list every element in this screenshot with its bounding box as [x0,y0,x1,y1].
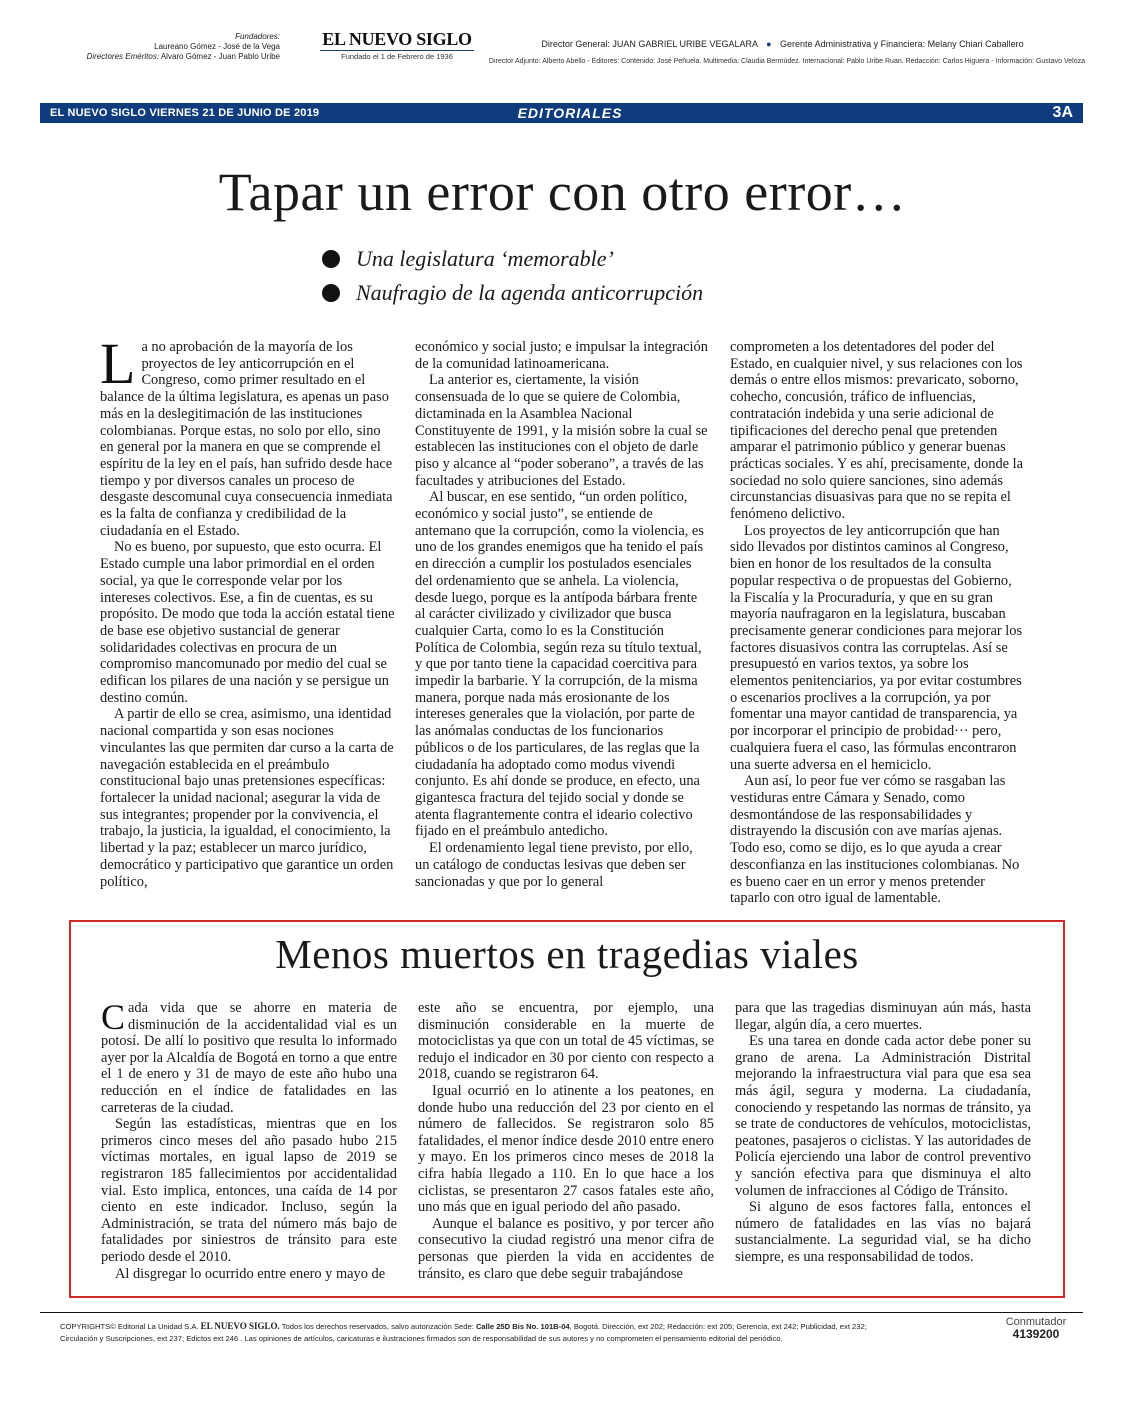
paragraph: Los proyectos de ley anticorrupción que han sido llevados por distintos caminos al Congreso, bien en honor de los resultados de la consulta popular respectiva o de propuestas del Gobierno, la Fiscalía y la Procuraduría, y que en su gran mayoría naufragaron en la legislatura, buscaban precisamente generar condiciones para mejorar los factores disuasivos contra las corruptelas. Así se presupuestó en varios textos, ya sobre los elementos penitenciarios, ya por evitar costumbres o escenarios proclives a la corrupción, ya por fomentar una mayor cantidad de transparencia, ya por incorporar el principio de probidad··· pero, cualquiera fuera el caso, las fórmulas encontraron una suerte adversa en el hemiciclo. [730,522,1023,773]
paragraph: Al disgregar lo ocurrido entre enero y mayo de [115,1265,386,1282]
logo-block [312,28,482,62]
footer-rule [40,1312,1083,1313]
paragraph: económico y social justo; e impulsar la integración de la comunidad latinoamericana. [415,339,708,372]
paragraph-text: ada vida que se ahorre en materia de disminución de la accidentalidad vial es un potosí. De allí lo positivo que resulta lo informado ayer por la Alcaldía de Bogotá en torno a que entre el 1 de enero y 31 de mayo de este año hubo una reducción en el índice de fatalidades en las carreteras de la ciudad. [101,1000,397,1116]
founded-date: Fundado el 1 de Febrero de 1936 [341,52,453,61]
section-name: EDITORIALES [517,105,623,121]
paragraph: para que las tragedias disminuyan aún más, hasta llegar, algún día, a cero muertes. [735,1000,1031,1033]
date-line: EL NUEVO SIGLO VIERNES 21 DE JUNIO DE 2019 [50,107,320,119]
paragraph: A partir de ello se crea, asimismo, una identidad nacional compartida y son esas nociones vinculantes las que permiten dar curso a la carta de navegación establecida en el preámbulo constitucional bajo unas pretensiones específicas: fortalecer la unidad nacional; asegurar la vida de sus integrantes; propender por la convivencia, el trabajo, la justicia, la igualdad, el conocimiento, la libertad y la paz; establecer un marco jurídico, democrático y participativo que garantice un orden político, [100,706,394,890]
editorial2-column-1 [101,997,397,1290]
paragraph: La anterior es, ciertamente, la visión consensuada de lo que se quiere de Colombia, dictaminada en la Asamblea Nacional Constituyente de 1991, y la misión sobre la cual se establecen las instituciones con el objeto de darle piso y alcance al “poder soberano”, a través de las facultades y atribuciones del Estado. [415,372,708,489]
paragraph [101,997,397,1116]
paragraph: El ordenamiento legal tiene previsto, por ello, un catálogo de conductas lesivas que deben ser sancionadas y que por lo general [415,840,693,890]
paragraph: Según las estadísticas, mientras que en los primeros cinco meses del año pasado hubo 215 víctimas mortales, en igual lapso de 2019 se registraron 185 fallecimientos por accidentalidad vial. Esto implica, entonces, una caída de 14 por ciento en este indicador. Incluso, según la Administración, se trata del número más bajo de fatalidades por siniestros de tránsito para este periodo desde el 2010. [101,1116,397,1265]
drop-cap: C [101,997,126,1037]
editorial1-headline: Tapar un error con otro error… [218,162,907,222]
paragraph: este año se encuentra, por ejemplo, una disminución considerable en la muerte de motociclistas ya que con un total de 45 víctimas, se redujo el indicador en 30 por ciento con respecto a 2018, cuando se registraron 64. [418,1000,714,1083]
footer-logo: EL NUEVO SIGLO. [200,1321,280,1331]
editorial1-column-3 [730,339,1025,907]
paragraph: Aunque el balance es positivo, y por tercer año consecutivo la ciudad registró una menor cifra de personas que pierden la vida en accidentes de tránsito, es claro que debe seguir trabajándose [418,1215,714,1282]
conmutador-label: Conmutador [1005,1316,1067,1328]
rights: Todos los derechos reservados, salvo autorización Sede: [281,1322,474,1331]
bullet-dot-icon [322,284,340,302]
paragraph: comprometen a los detentadores del poder del Estado, en cualquier nivel, y sus relaciones con los demás o entre ellos mismos: prevaricato, soborno, cohecho, concusión, tráfico de influencias, contratación indebida y una serie adicional de tipificaciones del derecho penal que pretenden amparar el patrimonio público y generar buenas prácticas sociales. Y es ahí, precisamente, donde la sociedad no solo quiere sanciones, sino además circunstancias disuasivas para que no se repita el fenómeno delictivo. [730,339,1024,523]
paragraph: Al buscar, en ese sentido, “un orden político, económico y social justo”, se entiende de antemano que la corrupción, como la violencia, es uno de los grandes enemigos que ha tenido el país en dirección a cumplir los postulados esenciales del ordenamiento que se anhela. La violencia, desde luego, porque es la antípoda bárbara frente al carácter civilizado y civilizador que busca cualquier Carta, como lo es la Constitución Política de Colombia, según reza su título textual, y que por tanto tiene la capacidad coercitiva para impedir la barbarie. Y la corrupción, de la misma manera, porque nada más erosionante de los intereses generales que la violación, por parte de las anómalas conductas de los funcionarios públicos o de los particulares, de las reglas que la ciudadanía ha adoptado como modus vivendi conjunto. Es ahí donde se produce, en efecto, una gigantesca fractura del tejido social y donde se atenta flagrantemente contra el ideario colectivo fijado en el preámbulo antedicho. [415,489,704,840]
conmutador-number: 4139200 [1012,1327,1060,1341]
paragraph: Igual ocurrió en lo atinente a los peatones, en donde hubo una reducción del 23 por ciento en el número de fallecidos. Se registraron solo 85 fatalidades, el menor índice desde 2010 entre enero y mayo. En los primeros cinco meses de 2018 la cifra había llegado a 110. En lo que hace a los ciclistas, se presentaron 27 casos fatales este año, uno más que en igual periodo del año pasado. [418,1082,714,1216]
subhead-2-text: Naufragio de la agenda anticorrupción [356,280,704,305]
editorial2-column-3 [735,1000,1031,1290]
footer-text [60,1320,980,1345]
editorial2-headline: Menos muertos en tragedias viales [275,931,859,977]
emeriti-names: Alvaro Gómez - Juan Pablo Uribe [160,52,280,61]
copyright: COPYRIGHTS© Editorial La Unidad S.A. [60,1322,199,1331]
subhead-2 [322,276,882,310]
section-bar [40,103,1083,123]
conmutador [996,1316,1076,1341]
bullet-dot-icon [322,250,340,268]
director-general: Director General: JUAN GABRIEL URIBE VEGALARA [541,39,758,49]
paragraph-text: a no aprobación de la mayoría de los proyectos de ley anticorrupción en el Congreso, como primer resultado en el balance de la última legislatura, es apenas un paso más en la deslegitimación de las instituciones colombianas. Porque estas, no solo por ello, sino en general por la manera en que se comprende el espíritu de la ley en el país, han sufrido desde hace tiempo y por diversos canales un proceso de desgaste descomunal cuya consecuencia inmediata es la falta de confianza y credibilidad de la ciudadanía en el Estado. [100,339,393,539]
founders-names: Laureano Gómez - José de la Vega [154,42,280,51]
paragraph: Aun así, lo peor fue ver cómo se rasgaban las vestiduras entre Cámara y Senado, como desmontándose de las responsabilidades y distrayendo la discusión con ave marías ajenas. Todo eso, como se dijo, es lo que ayuda a crear desconfianza en las instituciones colombianas. No es bueno caer en un error y menos pretender taparlo con otro igual de lamentable. [730,773,1020,907]
newspaper-logo: EL NUEVO SIGLO [322,29,472,49]
paragraph [100,331,395,539]
editorial1-column-1 [100,331,395,907]
extensions-2: Circulación y Suscripciones, ext 237; Edictos ext 246 . Las opiniones de artículos, caricaturas e ilustraciones firmados son de responsabilidad de sus autores y no comprometen el pensamiento editorial del periódico. [60,1334,783,1343]
masthead [40,26,1085,96]
editorial2-body [101,997,1031,1290]
founders-label: Fundadores: [235,32,280,41]
editorial2-column-2 [418,1000,714,1290]
subhead-1-text: Una legislatura ‘memorable’ [356,246,614,271]
address: Calle 25D Bis No. 101B-04 [475,1322,570,1331]
directors-block [480,38,1085,67]
emeriti-label: Directores Eméritos: [86,52,160,61]
paragraph: No es bueno, por supuesto, que esto ocurra. El Estado cumple una labor primordial en el orden social, ya que le corresponde velar por los intereses colectivos. Ese, a fin de cuentas, es su propósito. De modo que toda la acción estatal tiene de base ese objetivo sustancial de generar solidaridades colectivas en procura de un compromiso mancomunado por medio del cual se edifican los pilares de una nación y se persigue un destino común. [100,539,395,706]
gerente: Gerente Administrativa y Financiera: Melany Chiari Caballero [780,39,1024,49]
editorial1-subheads [322,242,882,310]
paragraph: Es una tarea en donde cada actor debe poner su grano de arena. La Administración Distrital mejorando la infraestructura vial para que esa sea más ágil, segura y moderna. La ciudadanía, conociendo y respetando las normas de tránsito, ya se trate de conductores de vehículos, motociclistas, peatones, pasajeros o ciclistas. Y las autoridades de Policía ejerciendo una labor de control preventivo y sanción efectiva para que disminuya el alto volumen de infracciones al Código de Tránsito. [735,1033,1031,1199]
staff-line: Director Adjunto: Alberto Abello - Editores: Contenido: José Peñuela. Multimedia: Claudia Bermúdez. Internacional: Pablo Uribe Ruan. Redacción: Carlos Higuera - Información: Gustavo Veloza [488,58,1085,65]
editorial1-body [100,331,1025,907]
editorial1-column-2 [415,339,710,907]
bullet-icon: ● [766,39,772,49]
drop-cap: L [100,331,136,396]
subhead-1 [322,242,882,276]
page-number: 3A [1052,104,1073,121]
extensions-1: , Bogotá. Dirección, ext 202; Redacción: ext 205; Gerencia, ext 242; Publicidad, ext 232; [569,1322,867,1331]
founders-block [80,32,280,62]
paragraph: Si alguno de esos factores falla, entonces el número de fatalidades en las vías no bajará sustancialmente. La seguridad vial, se ha dicho siempre, es una responsabilidad de todos. [735,1199,1031,1265]
